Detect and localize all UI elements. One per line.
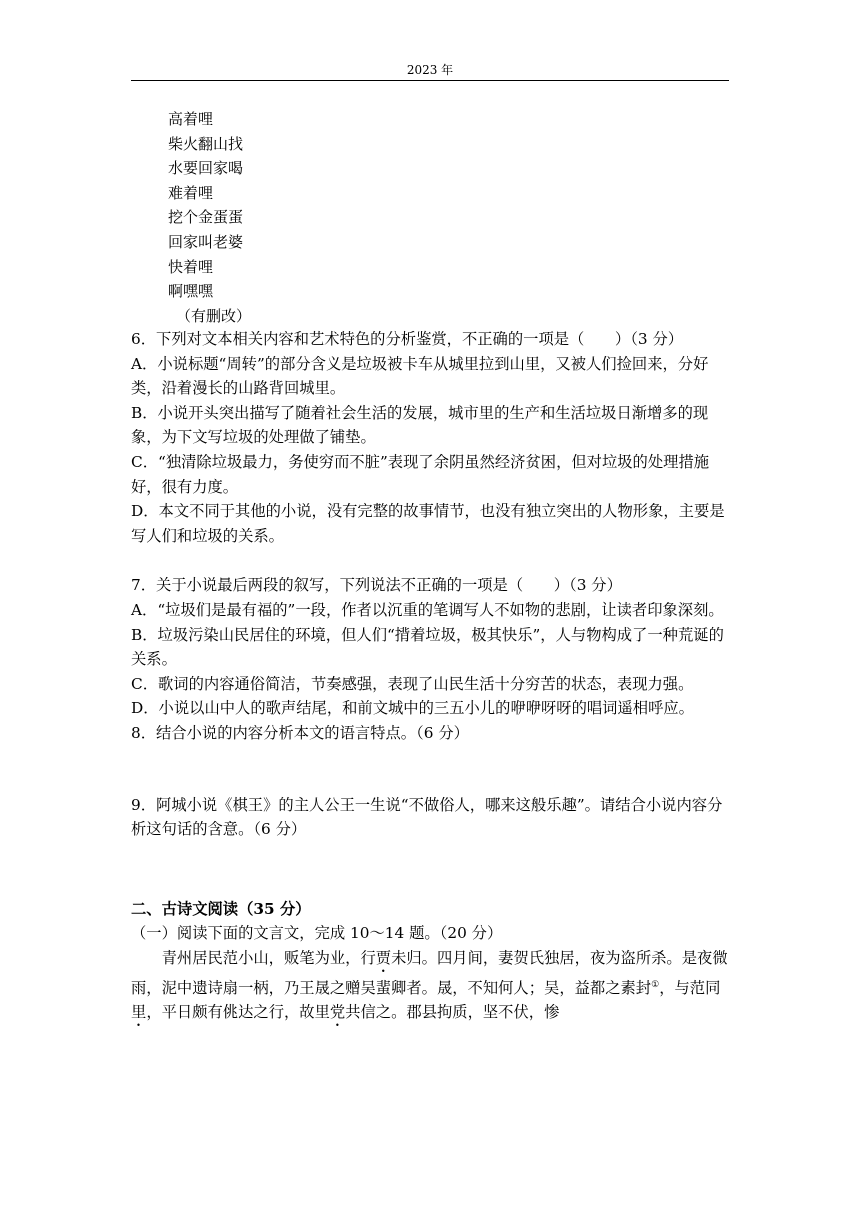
question-7-stem: 7．关于小说最后两段的叙写，下列说法不正确的一项是（ ）（3 分）: [131, 576, 622, 595]
poem-line: 水要回家喝: [168, 159, 244, 178]
poem-line: 难着哩: [168, 183, 214, 202]
section-2-subtitle: （一）阅读下面的文言文，完成 10～14 题。（20 分）: [131, 924, 503, 943]
question-6-option-d: D．本文不同于其他的小说，没有完整的故事情节，也没有独立突出的人物形象，主要是写人们和垃圾的关系。: [131, 502, 725, 545]
passage-text: 未归。四月间，妻贺氏独居，夜为盗所杀。是夜微雨，泥中遗诗扇一柄，乃王晟之赠吴蜚卿者。晟，不知何人；吴，益都之素封: [131, 948, 728, 997]
passage-text: 共信之。郡县拘质，坚不伏，惨: [345, 1003, 560, 1022]
question-9-stem: 9．阿城小说《棋王》的主人公王一生说“不做俗人，哪来这般乐趣”。请结合小说内容分析这句话的含意。（6 分）: [131, 795, 723, 839]
passage-text: ，与范同: [659, 978, 721, 997]
question-7-option-a: A．“垃圾们是最有福的”一段，作者以沉重的笔调写人不如物的悲剧，让读者印象深刻。: [131, 600, 724, 619]
passage-dotted-char: 里: [131, 1003, 147, 1022]
poem-line: 高着哩: [168, 110, 214, 128]
header-year: 2023 年: [406, 63, 454, 77]
questions-content: [131, 327, 731, 1030]
question-6-option-c: C．“独清除垃圾最力，务使穷而不脏”表现了余阴虽然经济贫困，但对垃圾的处理措施好，很有力度。: [131, 452, 710, 496]
question-7-option-d: D．小说以山中人的歌声结尾，和前文城中的三五小儿的咿咿呀呀的唱词遥相呼应。: [131, 699, 694, 718]
answer-space: [131, 842, 731, 897]
passage-dotted-char: 贾: [375, 948, 392, 967]
question-6-option-b: B．小说开头突出描写了随着社会生活的发展，城市里的生产和生活垃圾日渐增多的现象，为下文写垃圾的处理做了铺垫。: [131, 403, 709, 447]
poem-line: 柴火翻山找: [168, 134, 244, 153]
edit-note: （有删改）: [176, 306, 252, 325]
passage-dotted-char: 党: [329, 1003, 346, 1022]
poem-block: [168, 107, 251, 328]
poem-line: 挖个金蛋蛋: [168, 208, 244, 227]
poem-line: 回家叫老婆: [168, 232, 244, 251]
question-7-option-b: B．垃圾污染山民居住的环境，但人们“揹着垃圾，极其快乐”，人与物构成了一种荒诞的关系。: [131, 625, 724, 669]
answer-space: [131, 746, 731, 793]
page-header: [131, 60, 729, 81]
classical-passage: [131, 946, 731, 1031]
question-7-option-c: C．歌词的内容通俗简洁，节奏感强，表现了山民生活十分穷苦的状态，表现力强。: [131, 674, 694, 693]
question-8-stem: 8．结合小说的内容分析本文的语言特点。（6 分）: [131, 723, 469, 742]
footnote-marker: ①: [651, 979, 660, 990]
passage-text: 青州居民范小山，贩笔为业，行: [161, 948, 376, 967]
question-6-option-a: A．小说标题“周转”的部分含义是垃圾被卡车从城里拉到山里，又被人们捡回来，分好类，沿着漫长的山路背回城里。: [131, 354, 709, 398]
question-6-stem: 6．下列对文本相关内容和艺术特色的分析鉴赏，不正确的一项是（ ）（3 分）: [131, 330, 684, 348]
section-2-title: 二、古诗文阅读（35 分）: [131, 899, 311, 918]
spacer: [131, 548, 731, 573]
passage-text: ，平日颇有佻达之行，故里: [146, 1003, 330, 1022]
poem-line: 快着哩: [168, 257, 214, 276]
poem-line: 啊嘿嘿: [168, 282, 214, 301]
